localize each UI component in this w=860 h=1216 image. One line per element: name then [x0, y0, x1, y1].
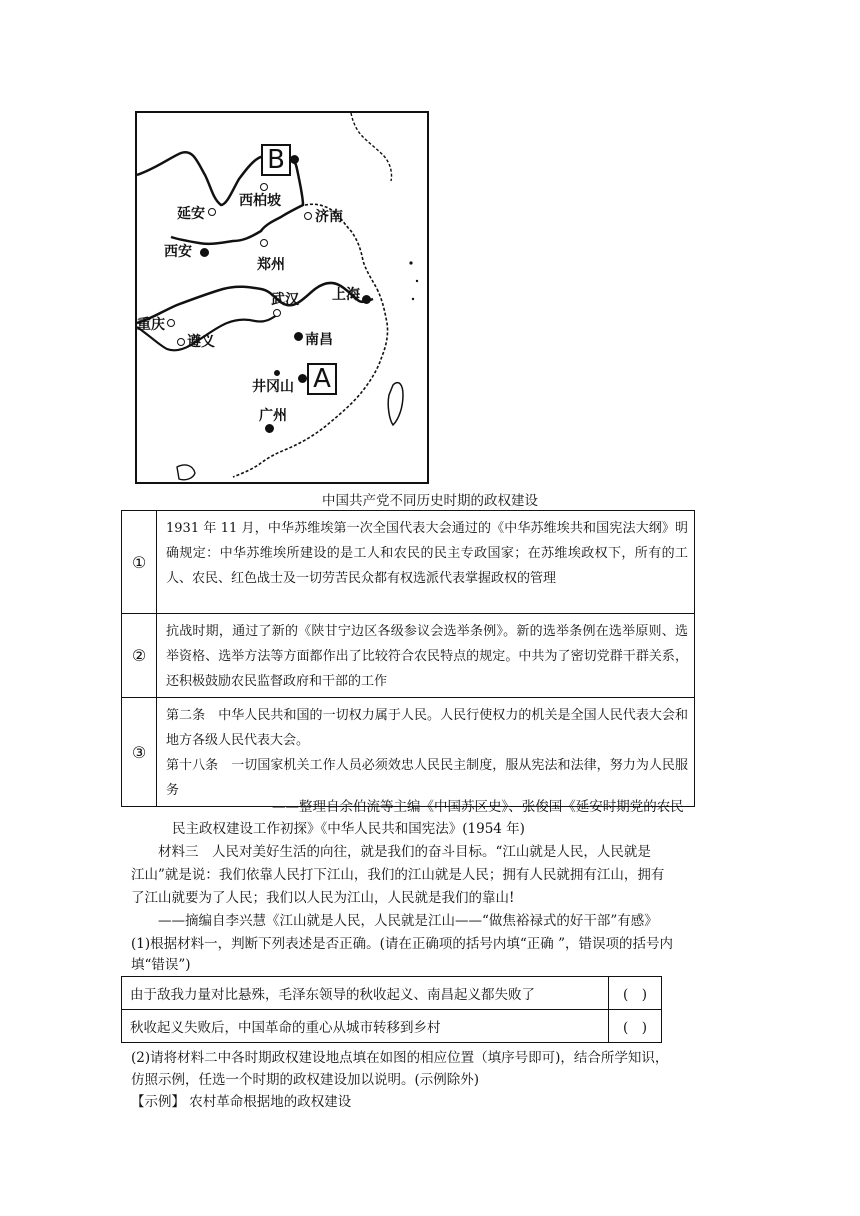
- article-2: 第二条 中华人民共和国的一切权力属于人民。人民行使权力的机关是全国人民代表大会和地方各级人民代表大会。: [166, 708, 688, 748]
- government-table: [121, 510, 695, 807]
- map-marker-nanchang: [294, 332, 303, 341]
- map-marker-jinggangshan: [274, 370, 280, 376]
- material3-line-1: 材料三 人民对美好生活的向往，就是我们的奋斗目标。“江山就是人民，人民就是: [158, 844, 651, 860]
- answer-blank[interactable]: ( ): [609, 1010, 662, 1043]
- city-shanghai: 上海: [332, 287, 360, 303]
- source-line-1: ——整理自余伯流等主编《中国苏区史》、张俊国《延安时期党的农民: [272, 799, 684, 815]
- row-number: ①: [122, 511, 157, 614]
- map-marker-shanghai: [362, 295, 371, 304]
- map-label-a: A: [307, 363, 337, 395]
- answer-blank[interactable]: ( ): [609, 977, 662, 1010]
- map-marker-xian: [200, 248, 209, 257]
- city-zunyi: 遵义: [187, 334, 215, 350]
- statement-text: 由于敌我力量对比悬殊，毛泽东领导的秋收起义、南昌起义都失败了: [122, 977, 609, 1010]
- map-label-b: B: [261, 144, 291, 176]
- table-row: [122, 511, 695, 614]
- city-nanchang: 南昌: [305, 332, 333, 348]
- city-jinggangshan: 井冈山: [252, 379, 294, 395]
- city-xibaipo: 西柏坡: [239, 193, 281, 209]
- row-text: [157, 698, 695, 807]
- city-jinan: 济南: [315, 209, 343, 225]
- row-text: 1931 年 11 月，中华苏维埃第一次全国代表大会通过的《中华苏维埃共和国宪法大纲》明确规定：中华苏维埃所建设的是工人和农民的民主专政国家；在苏维埃政权下，所有的工人、农民、红色战士及一切劳苦民众都有权选派代表掌握政权的管理: [157, 511, 695, 614]
- city-guangzhou: 广州: [259, 408, 287, 424]
- table-row: [122, 1010, 662, 1043]
- table-row: [122, 977, 662, 1010]
- question1-line-2: 填“错误”): [131, 957, 191, 973]
- map-marker-b: [290, 155, 299, 164]
- map-marker-zhengzhou: [260, 239, 268, 247]
- city-yanan: 延安: [177, 206, 205, 222]
- statement-text: 秋收起义失败后，中国革命的重心从城市转移到乡村: [122, 1010, 609, 1043]
- map-marker-xibaipo: [260, 183, 268, 191]
- table-row: [122, 698, 695, 807]
- table-row: [122, 614, 695, 698]
- material3-line-2: 江山”就是说：我们依靠人民打下江山，我们的江山就是人民；拥有人民就拥有江山，拥有: [131, 867, 665, 883]
- source-line-2: 民主政权建设工作初探》《中华人民共和国宪法》(1954 年): [172, 821, 525, 837]
- map-caption: 中国共产党不同历史时期的政权建设: [322, 493, 538, 509]
- question1-line-1: (1)根据材料一，判断下列表述是否正确。(请在正确项的括号内填“正确 ”，错误项的括号内: [131, 936, 673, 952]
- question2-line-2: 仿照示例，任选一个时期的政权建设加以说明。(示例除外): [131, 1072, 480, 1088]
- map-marker-guangzhou: [265, 424, 274, 433]
- map-marker-chongqing: [167, 319, 175, 327]
- map-marker-zunyi: [177, 338, 185, 346]
- map-marker-wuhan: [273, 309, 281, 317]
- row-text: 抗战时期，通过了新的《陕甘宁边区各级参议会选举条例》。新的选举条例在选举原则、选举资格、选举方法等方面都作出了比较符合农民特点的规定。中共为了密切党群干群关系，还积极鼓励农民监督政府和干部的工作: [157, 614, 695, 698]
- map-marker-a: [298, 374, 307, 383]
- article-18: 第十八条 一切国家机关工作人员必须效忠人民民主制度，服从宪法和法律，努力为人民服务: [166, 758, 688, 798]
- map-marker-jinan: [304, 212, 312, 220]
- map-marker-yanan: [208, 208, 216, 216]
- city-zhengzhou: 郑州: [257, 257, 285, 273]
- row-number: ③: [122, 698, 157, 807]
- city-xian: 西安: [164, 244, 192, 260]
- question2-line-1: (2)请将材料二中各时期政权建设地点填在如图的相应位置（填序号即可)，结合所学知识，: [131, 1050, 669, 1066]
- china-map: [135, 111, 429, 484]
- judgment-table: [121, 976, 662, 1043]
- city-chongqing: 重庆: [137, 317, 165, 333]
- material3-line-3: 了江山就要为了人民；我们以人民为江山，人民就是我们的靠山!: [131, 890, 515, 906]
- row-number: ②: [122, 614, 157, 698]
- material3-source: ——摘编自李兴慧《江山就是人民，人民就是江山——“做焦裕禄式的好干部”有感》: [158, 913, 658, 929]
- example-heading: 【示例】 农村革命根据地的政权建设: [131, 1094, 352, 1110]
- city-wuhan: 武汉: [271, 292, 299, 308]
